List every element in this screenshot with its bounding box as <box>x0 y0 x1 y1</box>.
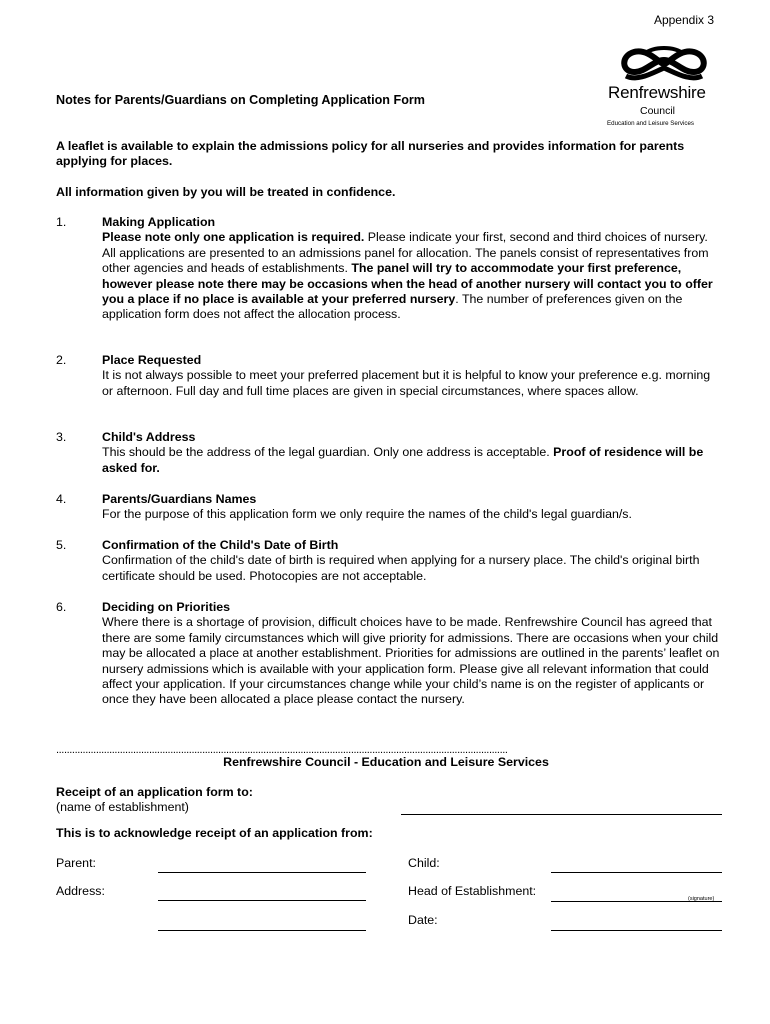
item-bold: The panel will try to accommodate your first preference, however please note there may be occasions when the head of another nursery will contact you to offer you a place if no place is available at your preferred nursery <box>102 261 713 307</box>
child-label: Child: <box>408 856 440 870</box>
item-heading: Confirmation of the Child's Date of Birth <box>102 538 339 552</box>
date-label: Date: <box>408 913 438 927</box>
item-number: 4. <box>56 492 67 506</box>
child-field[interactable] <box>551 872 722 873</box>
head-signature-field[interactable] <box>551 901 722 902</box>
org-name: Renfrewshire Council - Education and Leisure Services <box>223 755 549 769</box>
item-number: 5. <box>56 538 67 552</box>
logo-name: Renfrewshire <box>608 83 706 102</box>
item-heading: Parents/Guardians Names <box>102 492 257 506</box>
parent-label: Parent: <box>56 856 96 870</box>
address-label: Address: <box>56 884 105 898</box>
dotted-divider: .......................................................................................................................................................................... <box>56 744 508 756</box>
establishment-label: (name of establishment) <box>56 800 189 814</box>
signature-label: (signature) <box>688 896 715 902</box>
receipt-label: Receipt of an application form to: <box>56 785 253 799</box>
item-number: 3. <box>56 430 67 444</box>
establishment-field[interactable] <box>401 814 722 815</box>
head-label: Head of Establishment: <box>408 884 537 898</box>
item-text <box>102 230 722 322</box>
intro-paragraph: A leaflet is available to explain the admissions policy for all nurseries and provides information for parents applying for places. <box>56 139 685 169</box>
council-logo <box>604 42 724 126</box>
page-title: Notes for Parents/Guardians on Completing Application Form <box>56 93 425 107</box>
logo-subtitle: Education and Leisure Services <box>607 120 695 127</box>
item-bold: Please note only one application is required. <box>102 230 365 245</box>
address-field-line-1[interactable] <box>158 900 366 901</box>
address-field-line-2[interactable] <box>158 930 366 931</box>
confidence-note: All information given by you will be treated in confidence. <box>56 185 396 199</box>
appendix-label: Appendix 3 <box>653 13 714 27</box>
item-heading: Child's Address <box>102 430 196 444</box>
logo-council: Council <box>640 105 676 117</box>
parent-field[interactable] <box>158 872 366 873</box>
item-heading: Place Requested <box>102 353 202 367</box>
item-heading: Making Application <box>102 215 216 229</box>
item-text <box>102 445 722 476</box>
item-number: 6. <box>56 600 67 614</box>
acknowledge-label: This is to acknowledge receipt of an application from: <box>56 826 373 840</box>
item-number: 2. <box>56 353 67 367</box>
item-body: It is not always possible to meet your preferred placement but it is helpful to know your preference e.g. morning or afternoon. Full day and full time places are given in special circumstances, where spaces allow. <box>102 368 711 398</box>
item-body: Please indicate your first, second and third choices of nursery. All applications are presented to an admissions panel for allocation. The panels consist of representatives from other agencies and heads of establishments. <box>102 230 709 276</box>
item-body: Where there is a shortage of provision, difficult choices have to be made. Renfrewshire Council has agreed that there are some family circumstances which will give priority for admissions. There are occasions when your child may be allocated a place at another establishment. Priorities for admissions are outlined in the parents’ leaflet on nursery admissions which is available with your application form. Please give all relevant information that could affect your application. If your circumstances change while your child’s name is on the register of applicants or once they have been allocated a place please contact the nursery. <box>102 615 720 707</box>
item-body: Confirmation of the child's date of birth is required when applying for a nursery place. The child's original birth certificate should be used. Photocopies are not acceptable. <box>102 553 700 583</box>
date-field[interactable] <box>551 930 722 931</box>
item-bold: Proof of residence will be asked for. <box>102 445 704 475</box>
item-body: For the purpose of this application form we only require the names of the child's legal guardian/s. <box>102 507 632 522</box>
item-body: This should be the address of the legal guardian. Only one address is acceptable. <box>102 445 554 460</box>
item-heading: Deciding on Priorities <box>102 600 231 614</box>
item-number: 1. <box>56 215 67 229</box>
knot-logo-icon <box>604 42 724 86</box>
item-body: . The number of preferences given on the application form does not affect the allocation process. <box>102 292 683 322</box>
